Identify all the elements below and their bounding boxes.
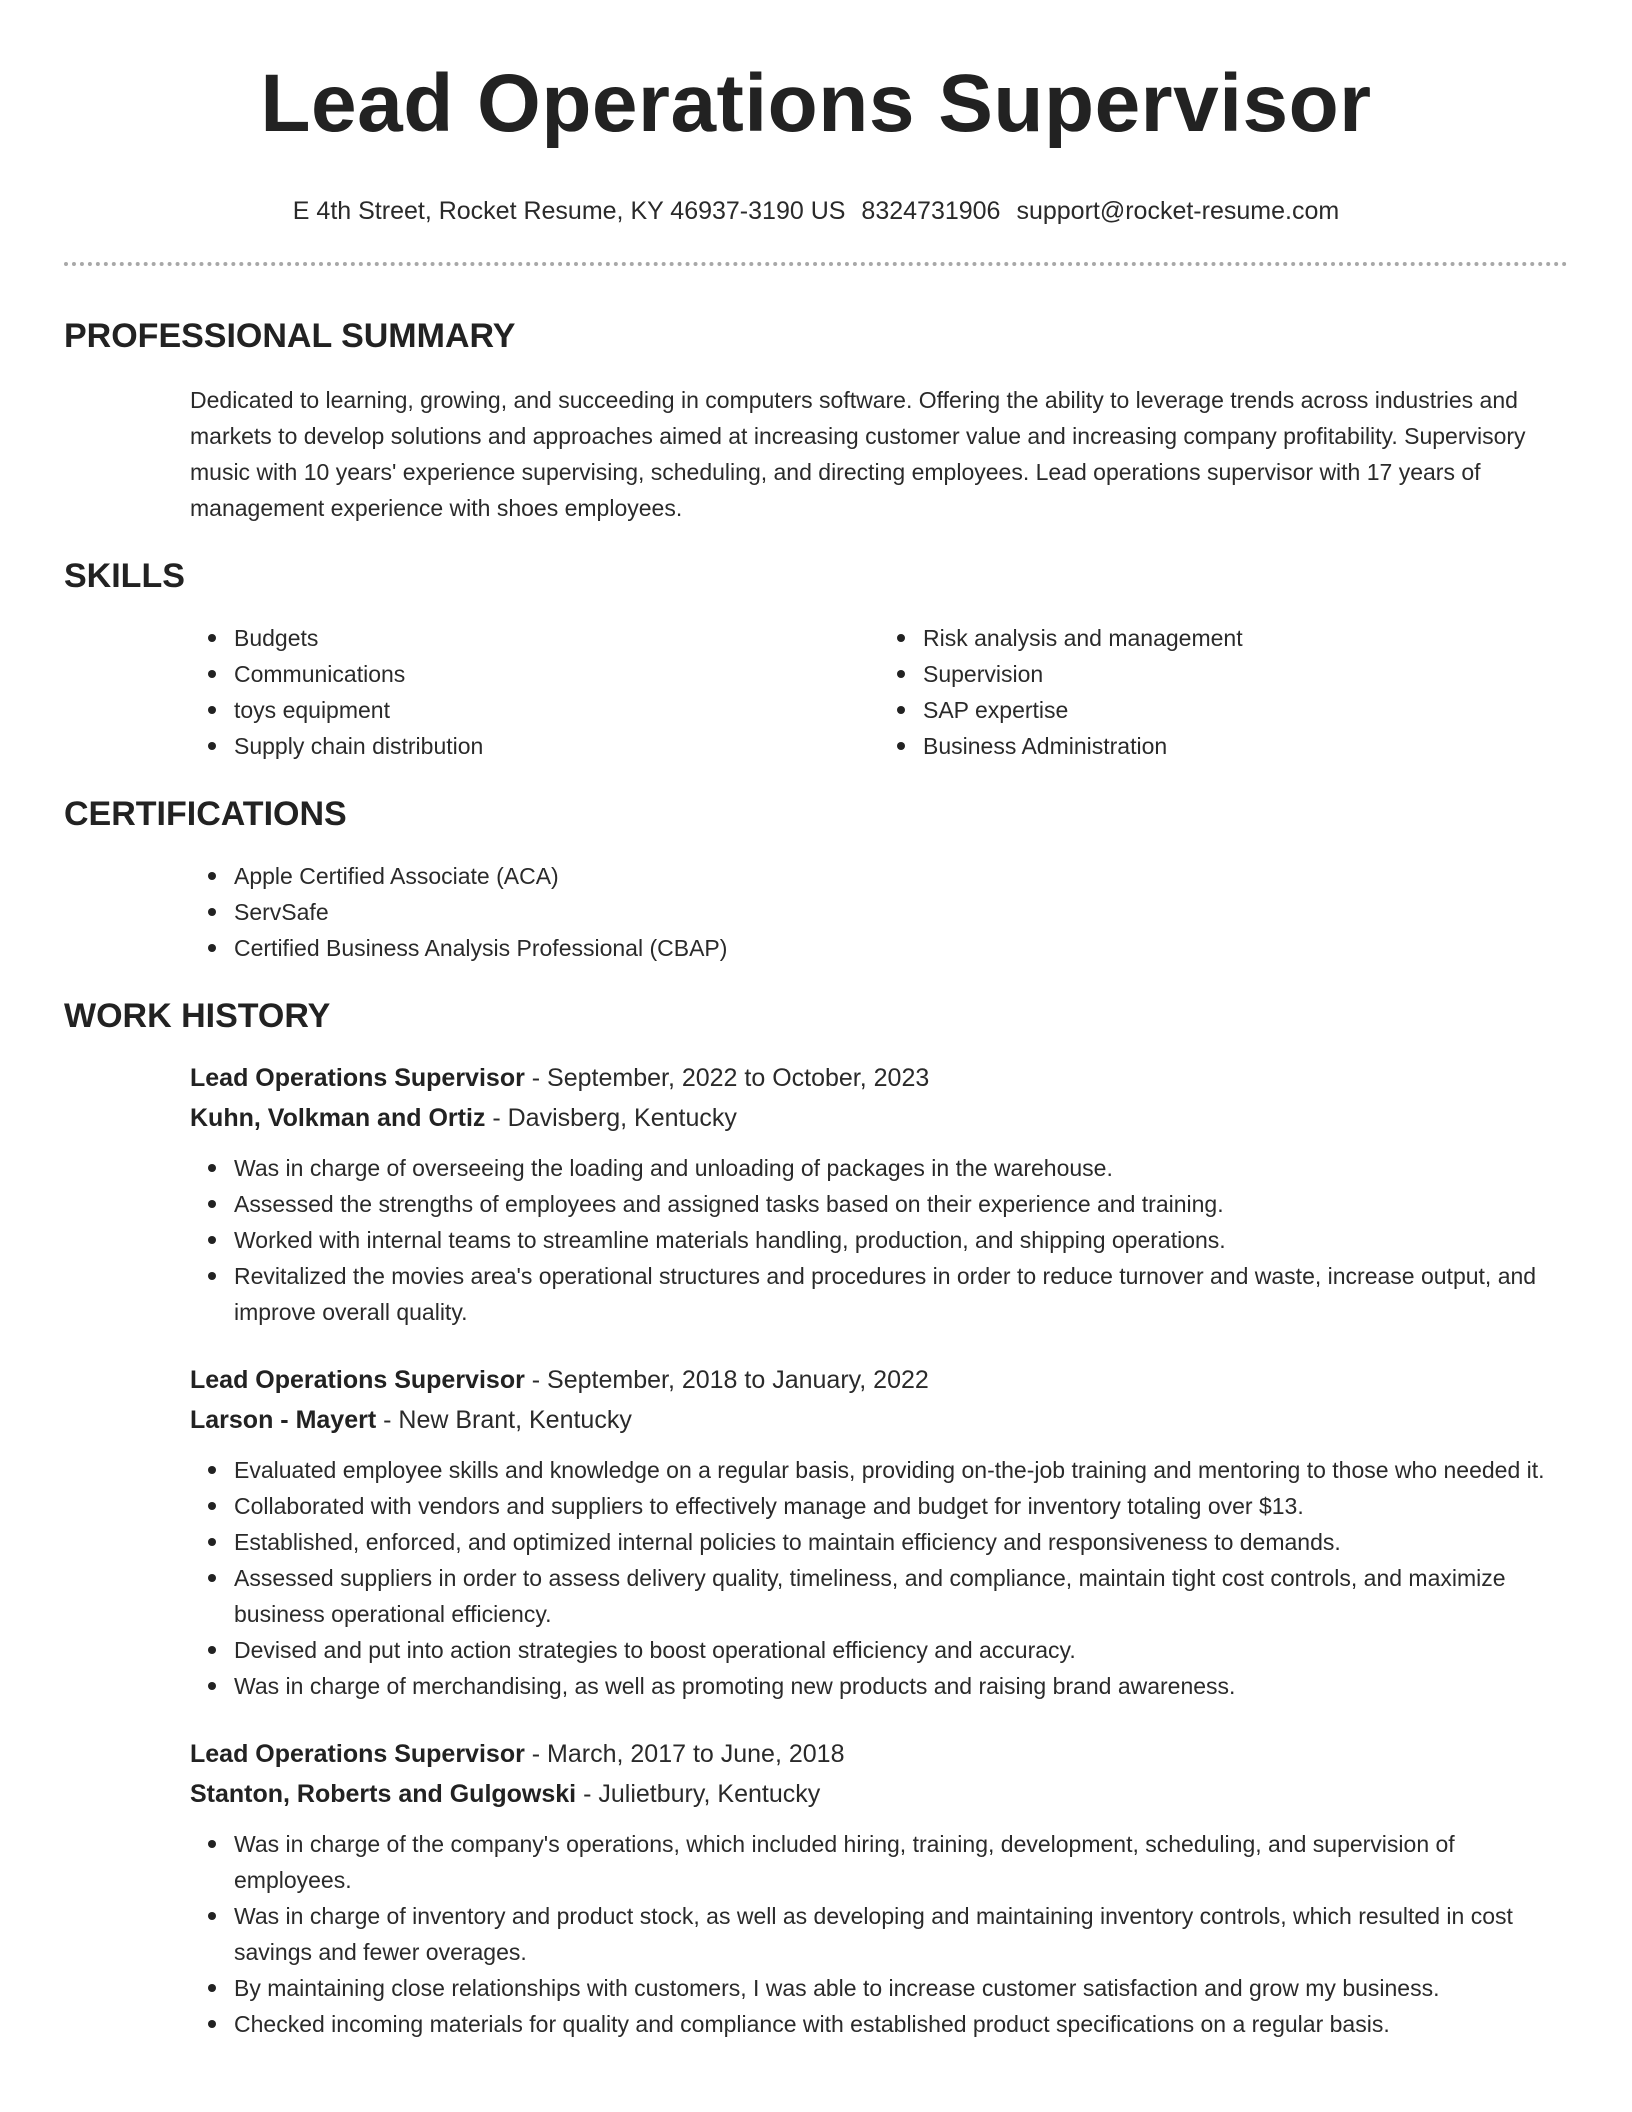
job-bullet: Was in charge of overseeing the loading and unloading of packages in the warehouse. — [234, 1150, 1568, 1186]
job-entry — [190, 1734, 1568, 2042]
job-bullets — [190, 1452, 1568, 1704]
certifications-heading: CERTIFICATIONS — [64, 795, 347, 833]
job-company: Stanton, Roberts and Gulgowski — [190, 1780, 577, 1808]
skill-item: toys equipment — [234, 692, 879, 728]
certifications-bullets — [190, 858, 1568, 966]
job-bullet: Devised and put into action strategies to boost operational efficiency and accuracy. — [234, 1632, 1568, 1668]
job-bullet: Checked incoming materials for quality and compliance with established product specifications on a regular basis. — [234, 2006, 1568, 2042]
skill-item: SAP expertise — [923, 692, 1568, 728]
job-company-line — [190, 1774, 1568, 1814]
job-company: Kuhn, Volkman and Ortiz — [190, 1104, 486, 1132]
skill-item: Budgets — [234, 620, 879, 656]
job-title-line — [190, 1058, 1568, 1098]
summary-heading: PROFESSIONAL SUMMARY — [64, 317, 516, 355]
job-bullet: Revitalized the movies area's operational structures and procedures in order to reduce turnover and waste, increase output, and improve overall quality. — [234, 1258, 1568, 1330]
job-role: Lead Operations Supervisor — [190, 1366, 525, 1394]
job-company: Larson - Mayert — [190, 1406, 377, 1434]
summary-text: Dedicated to learning, growing, and succeeding in computers software. Offering the ability to leverage trends across industries and markets to develop solutions and approaches aimed at increasing customer value and increasing company profitability. Supervisory music with 10 years' experience supervising, scheduling, and directing employees. Lead operations supervisor with 17 years of management experience with shoes employees. — [190, 387, 1526, 521]
skills-column-right — [879, 620, 1568, 764]
resume-name: Lead Operations Supervisor — [260, 58, 1372, 149]
job-dates: - September, 2022 to October, 2023 — [524, 1064, 930, 1092]
email: support@rocket-resume.com — [1016, 197, 1340, 225]
skill-item: Supply chain distribution — [234, 728, 879, 764]
job-title-line — [190, 1360, 1568, 1400]
certification-item: Certified Business Analysis Professional (CBAP) — [234, 930, 1568, 966]
header-divider — [64, 262, 1568, 266]
job-entry — [190, 1360, 1568, 1704]
job-location: - New Brant, Kentucky — [376, 1406, 632, 1434]
skill-item: Risk analysis and management — [923, 620, 1568, 656]
job-company-line — [190, 1098, 1568, 1138]
job-bullet: Established, enforced, and optimized internal policies to maintain efficiency and responsiveness to demands. — [234, 1524, 1568, 1560]
job-bullet: Evaluated employee skills and knowledge on a regular basis, providing on-the-job training and mentoring to those who needed it. — [234, 1452, 1568, 1488]
job-bullet: Was in charge of the company's operations, which included hiring, training, development, scheduling, and supervision of employees. — [234, 1826, 1568, 1898]
job-bullet: Assessed the strengths of employees and assigned tasks based on their experience and training. — [234, 1186, 1568, 1222]
job-bullet: Worked with internal teams to streamline materials handling, production, and shipping operations. — [234, 1222, 1568, 1258]
contact-line — [64, 194, 1568, 228]
job-bullet: Assessed suppliers in order to assess delivery quality, timeliness, and compliance, maintain tight cost controls, and maximize business operational efficiency. — [234, 1560, 1568, 1632]
phone: 8324731906 — [861, 197, 1001, 225]
skill-item: Supervision — [923, 656, 1568, 692]
address: E 4th Street, Rocket Resume, KY 46937-3190 US — [292, 197, 846, 225]
skill-item: Communications — [234, 656, 879, 692]
job-bullets — [190, 1150, 1568, 1330]
certification-item: Apple Certified Associate (ACA) — [234, 858, 1568, 894]
job-role: Lead Operations Supervisor — [190, 1064, 525, 1092]
job-bullet: Was in charge of merchandising, as well as promoting new products and raising brand awareness. — [234, 1668, 1568, 1704]
work-history-heading: WORK HISTORY — [64, 997, 331, 1035]
job-bullets — [190, 1826, 1568, 2042]
job-dates: - September, 2018 to January, 2022 — [524, 1366, 929, 1394]
certifications-list — [190, 858, 1568, 966]
job-dates: - March, 2017 to June, 2018 — [524, 1740, 845, 1768]
job-bullet: Was in charge of inventory and product stock, as well as developing and maintaining inventory controls, which resulted in cost savings and fewer overages. — [234, 1898, 1568, 1970]
job-location: - Davisberg, Kentucky — [485, 1104, 737, 1132]
skills-list — [190, 620, 1568, 764]
job-company-line — [190, 1400, 1568, 1440]
job-title-line — [190, 1734, 1568, 1774]
certification-item: ServSafe — [234, 894, 1568, 930]
skills-heading: SKILLS — [64, 557, 185, 595]
job-location: - Julietbury, Kentucky — [576, 1780, 821, 1808]
job-bullet: Collaborated with vendors and suppliers to effectively manage and budget for inventory totaling over $13. — [234, 1488, 1568, 1524]
skill-item: Business Administration — [923, 728, 1568, 764]
job-bullet: By maintaining close relationships with customers, I was able to increase customer satisfaction and grow my business. — [234, 1970, 1568, 2006]
job-entry — [190, 1058, 1568, 1330]
job-role: Lead Operations Supervisor — [190, 1740, 525, 1768]
skills-column-left — [190, 620, 879, 764]
